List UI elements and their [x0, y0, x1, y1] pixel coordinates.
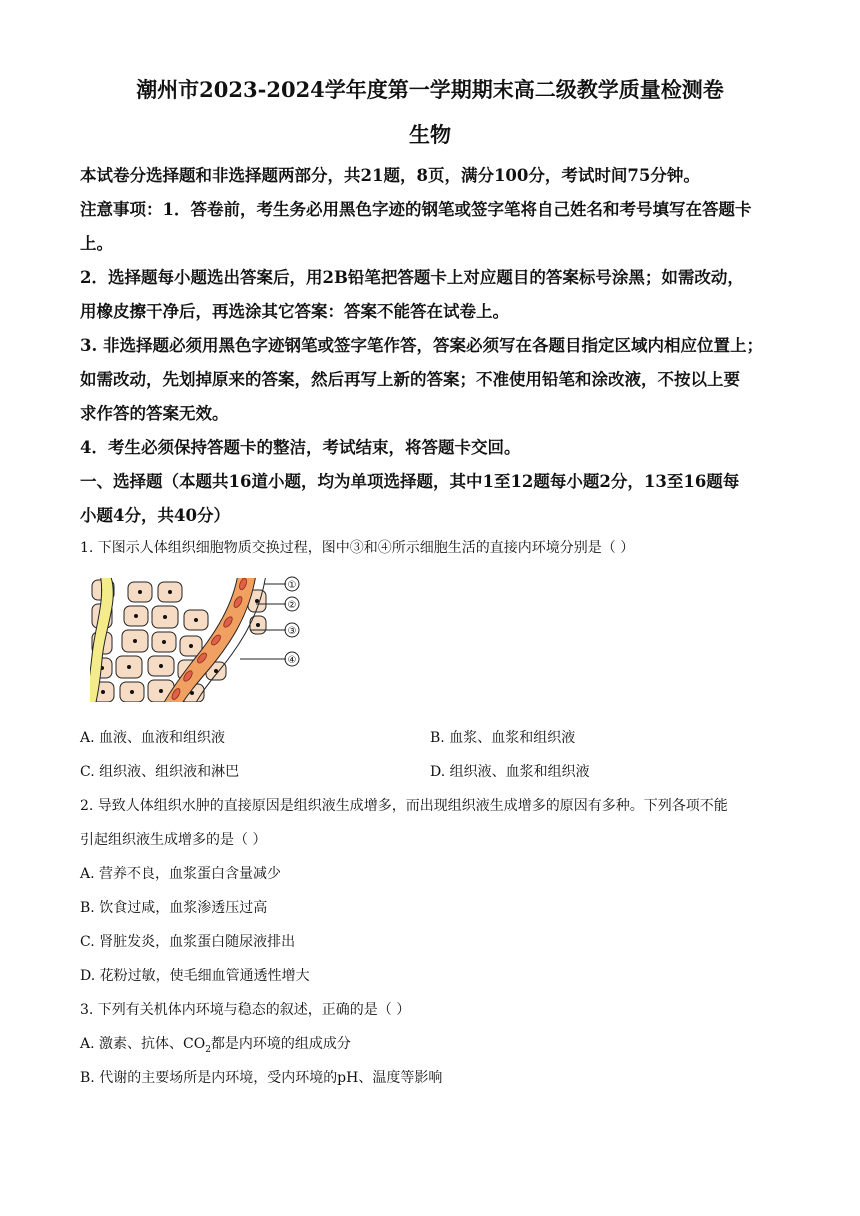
diagram-label-2: ② — [287, 600, 297, 611]
note-line: 求作答的答案无效。 — [80, 404, 229, 423]
note-line: 4．考生必须保持答题卡的整洁，考试结束，将答题卡交回。 — [80, 438, 521, 457]
note-line: 注意事项：1．答卷前，考生务必用黑色字迹的钢笔或签字笔将自己姓名和考号填写在答题卡 — [80, 200, 752, 219]
subject-title: 生物 — [409, 122, 451, 147]
diagram-label-3: ③ — [287, 626, 297, 637]
option-c: C. 组织液、组织液和淋巴 — [80, 764, 240, 780]
exam-title: 潮州市2023-2024学年度第一学期期末高二级教学质量检测卷 — [136, 77, 724, 102]
question-stem: 2. 导致人体组织水肿的直接原因是组织液生成增多，而出现组织液生成增多的原因有多种。下列各项不能 — [80, 798, 728, 814]
option-a-text: 都是内环境的组成成分 — [210, 1036, 351, 1052]
note-line: 3. 非选择题必须用黑色字迹钢笔或签字笔作答，答案必须写在各题目指定区域内相应位置上； — [80, 336, 763, 355]
option-a: A. 营养不良，血浆蛋白含量减少 — [80, 866, 282, 882]
note-line: 如需改动，先划掉原来的答案，然后再写上新的答案；不准使用铅笔和涂改液，不按以上要 — [80, 370, 740, 389]
subscript: 2 — [205, 1044, 211, 1055]
diagram-label-1: ① — [287, 580, 297, 591]
exam-summary: 本试卷分选择题和非选择题两部分，共21题，8页，满分100分，考试时间75分钟。 — [80, 166, 700, 185]
option-b: B. 饮食过咸，血浆渗透压过高 — [80, 900, 268, 916]
option-a: A. 血液、血液和组织液 — [80, 730, 226, 746]
section-heading: 小题4分，共40分） — [80, 506, 230, 525]
option-c: C. 肾脏发炎，血浆蛋白随尿液排出 — [80, 934, 296, 950]
question-stem: 1. 下图示人体组织细胞物质交换过程，图中③和④所示细胞生活的直接内环境分别是（ ） — [80, 540, 635, 556]
tissue-exchange-diagram — [80, 570, 320, 710]
option-b: B. 血浆、血浆和组织液 — [430, 730, 576, 746]
note-line: 2．选择题每小题选出答案后，用2B铅笔把答题卡上对应题目的答案标号涂黑；如需改动， — [80, 268, 744, 287]
note-line: 上。 — [80, 234, 113, 253]
section-heading: 一、选择题（本题共16道小题，均为单项选择题，其中1至12题每小题2分，13至16题每 — [80, 472, 740, 491]
option-a — [80, 1033, 351, 1055]
question-stem: 引起组织液生成增多的是（ ） — [80, 832, 267, 848]
option-b: B. 代谢的主要场所是内环境，受内环境的pH、温度等影响 — [80, 1070, 443, 1086]
option-d: D. 组织液、血浆和组织液 — [430, 764, 590, 780]
option-a-text: A. 激素、抗体、CO — [80, 1036, 206, 1052]
note-line: 用橡皮擦干净后，再选涂其它答案：答案不能答在试卷上。 — [80, 302, 509, 321]
option-d: D. 花粉过敏，使毛细血管通透性增大 — [80, 968, 310, 984]
diagram-label-4: ④ — [287, 655, 297, 666]
question-stem: 3. 下列有关机体内环境与稳态的叙述，正确的是（ ） — [80, 1002, 411, 1018]
